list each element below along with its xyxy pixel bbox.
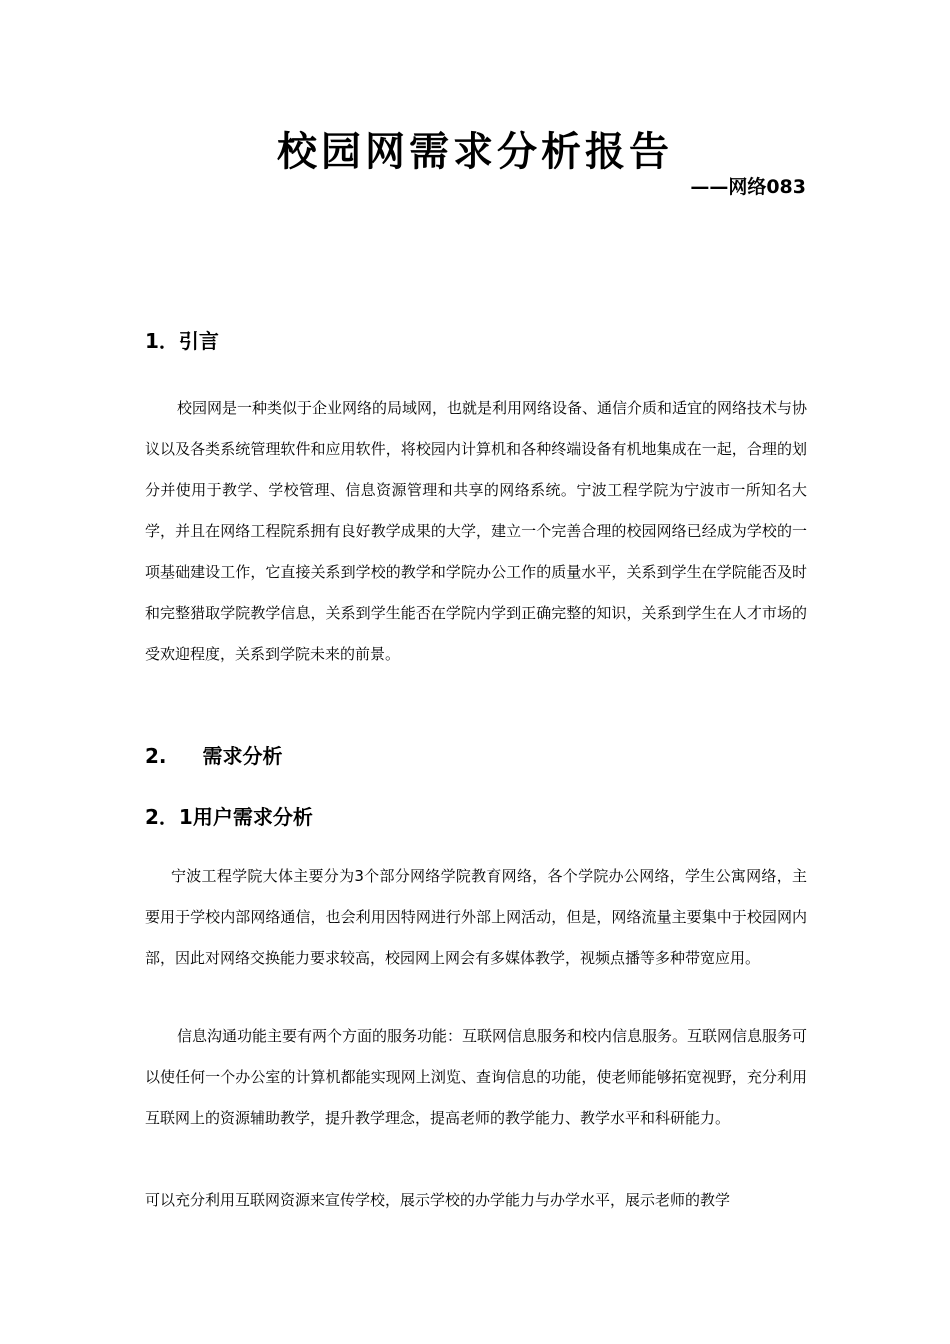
section-2-title: 需求分析	[202, 744, 283, 768]
section-2-heading	[145, 741, 283, 771]
section-2-1-paragraph-3: 可以充分利用互联网资源来宣传学校，展示学校的办学能力与办学水平，展示老师的教学	[145, 1191, 731, 1209]
section-2-1-paragraph-1: 宁波工程学院大体主要分为3个部分网络学院教育网络，各个学院办公网络，学生公寓网络，主要用于学校内部网络通信，也会利用因特网进行外部上网活动，但是，网络流量主要集中于校园网内部，因此对网络交换能力要求较高，校园网上网会有多媒体教学，视频点播等多种带宽应用。	[145, 867, 807, 967]
section-2-1-paragraph-2: 信息沟通功能主要有两个方面的服务功能：互联网信息服务和校内信息服务。互联网信息服务可以使任何一个办公室的计算机都能实现网上浏览、查询信息的功能，使老师能够拓宽视野，充分利用互联网上的资源辅助教学，提升教学理念，提高老师的教学能力、教学水平和科研能力。	[145, 1027, 808, 1127]
document-title: 校园网需求分析报告	[277, 128, 673, 175]
section-1-heading: 1．引言	[145, 329, 219, 353]
section-2-1-heading: 2．1用户需求分析	[145, 805, 313, 829]
section-2-number: 2.	[145, 744, 167, 768]
document-subtitle: ——网络083	[690, 176, 806, 198]
section-1-paragraph: 校园网是一种类似于企业网络的局域网，也就是利用网络设备、通信介质和适宜的网络技术与协议以及各类系统管理软件和应用软件，将校园内计算机和各种终端设备有机地集成在一起，合理的划分并使用于教学、学校管理、信息资源管理和共享的网络系统。宁波工程学院为宁波市一所知名大学，并且在网络工程院系拥有良好教学成果的大学，建立一个完善合理的校园网络已经成为学校的一项基础建设工作，它直接关系到学校的教学和学院办公工作的质量水平，关系到学生在学院能否及时和完整猎取学院教学信息，关系到学生能否在学院内学到正确完整的知识，关系到学生在人才市场的受欢迎程度，关系到学院未来的前景。	[145, 399, 808, 663]
